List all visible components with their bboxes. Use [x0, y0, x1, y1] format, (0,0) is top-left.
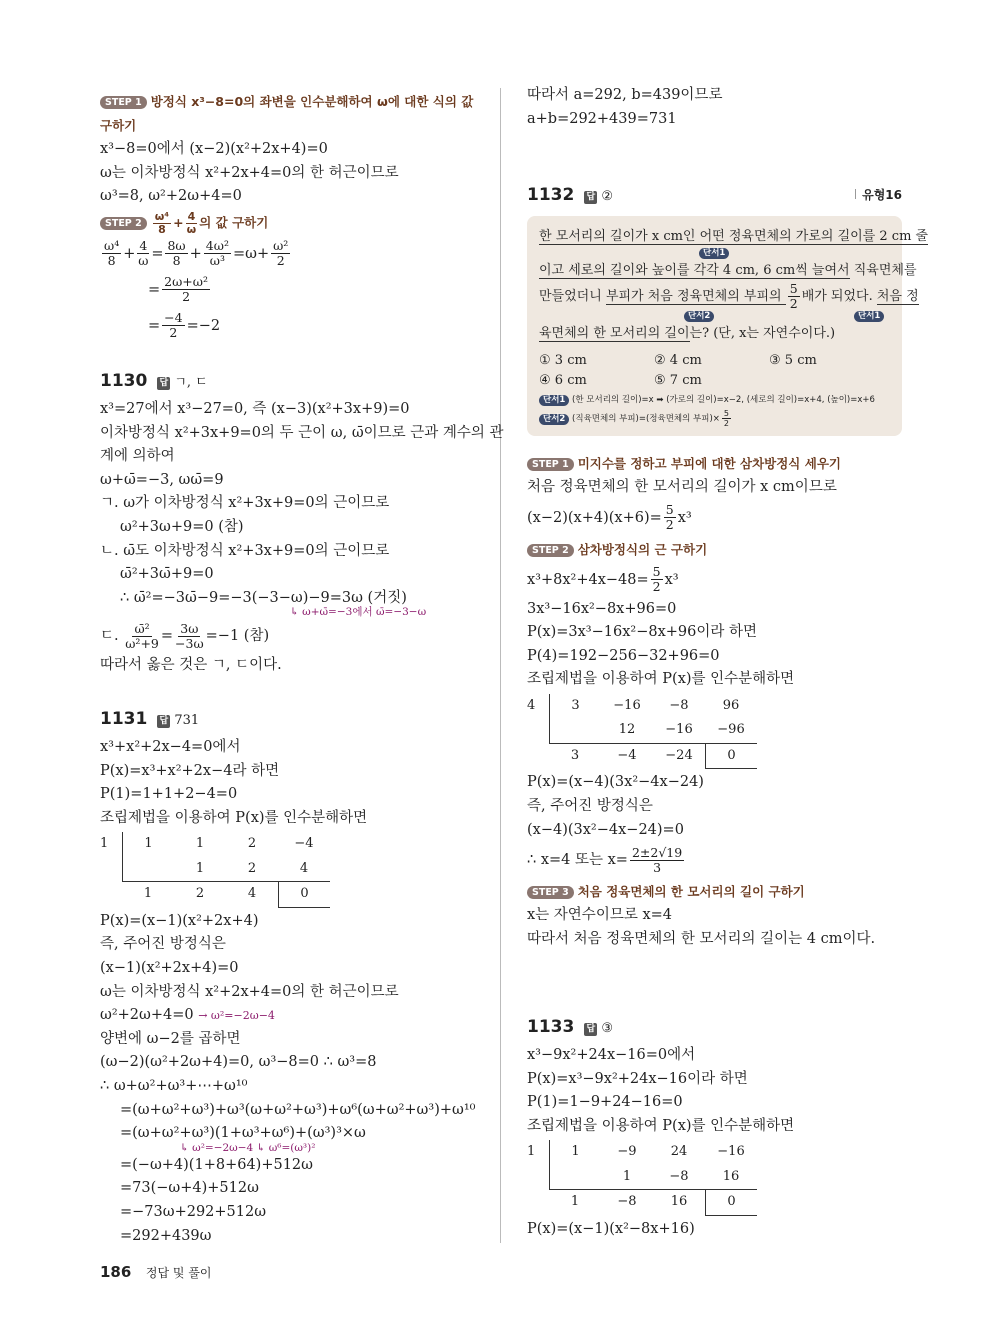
- solution-line: [100, 516, 480, 540]
- text-run: 는? (단, x는 자연수이다.): [689, 326, 836, 341]
- answer-value: ③: [601, 1021, 613, 1036]
- fraction-numerator: 5: [665, 502, 674, 518]
- fraction-denominator: 3: [653, 859, 662, 875]
- quotient-coefficient: 3: [549, 743, 601, 770]
- solution-line: [100, 1099, 480, 1123]
- fraction-denominator: ω³: [209, 253, 225, 269]
- text-run: P(x)=(x−1)(x²−8x+16): [527, 1220, 695, 1237]
- text-run: 배가 되었다.: [801, 289, 877, 304]
- fraction-numerator: 2±2√19: [631, 844, 683, 860]
- text-run: P(4)=192−256−32+96=0: [527, 647, 720, 664]
- quotient-coefficient: 1: [122, 881, 174, 908]
- coefficient: 1: [195, 836, 205, 852]
- solution-line: [527, 795, 902, 819]
- clue-hint: [539, 391, 890, 409]
- solution-line: [100, 957, 480, 981]
- underlined-clue: 이고 세로의 길이와 높이를 각각 4 cm, 6 cm씩 늘여서: [539, 263, 850, 278]
- fraction: [630, 846, 684, 875]
- text-run: 따라서 처음 정육면체의 한 모서리의 길이는 4 cm이다.: [527, 930, 876, 947]
- step-badge: STEP 1: [527, 458, 574, 471]
- solution-line: [527, 842, 902, 878]
- step-badge: STEP 2: [527, 544, 574, 557]
- coefficient: 24: [670, 1144, 688, 1160]
- text-run: 만들었더니: [539, 289, 606, 304]
- divisor: 1: [100, 836, 109, 852]
- fraction: [153, 211, 171, 236]
- fraction: [137, 239, 149, 268]
- coefficient: −9: [617, 1144, 637, 1160]
- text-run: =ω+: [232, 245, 270, 262]
- text-run: ω²+3ω+9=0 (참): [120, 518, 244, 535]
- empty-cell: [527, 1189, 549, 1216]
- problem-heading: [527, 1012, 902, 1044]
- fraction: [788, 282, 800, 311]
- text-run: 따라서 옳은 것은 ㄱ, ㄷ이다.: [100, 657, 282, 674]
- text-run: ω+ω̄=−3, ωω̄=9: [100, 471, 224, 488]
- fraction-numerator: 2ω+ω²: [164, 274, 208, 290]
- product: 16: [722, 1168, 740, 1184]
- step-heading: [527, 452, 902, 476]
- underlined-clue: 육면체의 한 모서리의 길이: [539, 326, 690, 341]
- answer-icon: 답: [584, 1023, 597, 1036]
- answer-icon: 답: [584, 191, 597, 204]
- text-run: =−2: [186, 317, 221, 334]
- underlined-clue: 부피가 처음 정육면체의 부피의: [605, 289, 786, 304]
- answer-value: ②: [601, 189, 613, 204]
- solution-line: [100, 736, 480, 760]
- solution-line: [539, 323, 890, 345]
- problem-section-1133: [527, 1012, 902, 1241]
- text-run: =−73ω+292+512ω: [120, 1204, 267, 1220]
- solution-line: [100, 1177, 480, 1201]
- problem-number: 1132: [527, 185, 575, 205]
- solution-line: [527, 1068, 902, 1092]
- text-run: +: [123, 245, 136, 262]
- solution-line: [539, 260, 917, 282]
- text-run: P(x)=(x−4)(3x²−4x−24): [527, 774, 704, 791]
- text-run: 3x³−16x²−8x+96=0: [527, 600, 677, 617]
- fraction: [175, 622, 204, 651]
- choice: ③ 5 cm: [769, 353, 817, 368]
- clue-badges: [539, 248, 890, 260]
- solution-line: [100, 807, 480, 831]
- fraction-numerator: 4: [187, 209, 196, 223]
- fraction-numerator: −4: [164, 310, 183, 326]
- text-run: x는 자연수이므로 x=4: [527, 907, 672, 924]
- clue-badge: 단서1: [699, 248, 729, 259]
- fraction: [102, 239, 121, 268]
- divisor: 1: [527, 1144, 536, 1160]
- solution-line: [527, 771, 902, 795]
- text-run: ↳ ω+ω̄=−3에서 ω̄=−3−ω: [290, 606, 427, 619]
- remainder: 0: [705, 1189, 757, 1216]
- clue-badge: 단서1: [854, 311, 884, 322]
- coefficient: 2: [247, 836, 257, 852]
- text-run: (x−2)(x+4)(x+6)=: [527, 509, 662, 526]
- solution-line: [527, 1091, 902, 1115]
- solution-line: [100, 910, 480, 934]
- clue-badges: [539, 311, 890, 323]
- solution-line: [100, 1051, 480, 1075]
- text-run: ㄷ.: [100, 628, 124, 645]
- text-run: ㄱ. ω가 이차방정식 x²+3x+9=0의 근이므로: [100, 495, 390, 512]
- coefficient: −8: [669, 697, 689, 713]
- problem-section-1132: [527, 180, 929, 951]
- solution-line: [100, 563, 480, 587]
- text-run: ω³=8, ω²+2ω+4=0: [100, 188, 242, 205]
- text-run: P(x)=3x³−16x²−8x+96이라 하면: [527, 624, 757, 641]
- solution-line: [100, 1154, 480, 1178]
- step-badge: STEP 1: [100, 96, 147, 109]
- text-run: =292+439ω: [120, 1227, 212, 1244]
- text-run: 이차방정식 x²+3x+9=0의 두 근이 ω, ω̄이므로 근과 계수의 관: [100, 424, 504, 441]
- product: [549, 1165, 601, 1190]
- product: −96: [717, 722, 745, 738]
- step-heading: [100, 211, 480, 236]
- synthetic-division-table: [527, 694, 902, 770]
- text-run: +: [189, 245, 202, 262]
- solution-line: [527, 928, 902, 952]
- clue-badge: 단서2: [684, 311, 714, 322]
- solution-line: [527, 84, 902, 108]
- solution-line: [100, 1201, 480, 1225]
- text-run: P(x)=x³−9x²+24x−16이라 하면: [527, 1070, 748, 1087]
- fraction: [664, 503, 676, 532]
- divisor: 4: [527, 697, 536, 713]
- solution-line: [100, 422, 504, 446]
- fraction: [165, 239, 187, 268]
- text-run: ∴ ω̄²=−3ω̄−9=−3(−3−ω)−9=3ω (거짓): [120, 589, 407, 606]
- fraction-numerator: ω̄²: [134, 620, 150, 636]
- solution-line: [100, 308, 480, 344]
- solution-line: [100, 236, 480, 272]
- answer-choices: [539, 351, 890, 391]
- quotient-coefficient: 4: [226, 881, 278, 908]
- text-run: =: [148, 317, 161, 334]
- text-run: P(x)=x³+x²+2x−4라 하면: [100, 762, 280, 779]
- fraction-denominator: 2: [723, 419, 730, 428]
- fraction-numerator: ω⁴: [104, 238, 120, 254]
- coefficient: 3: [549, 694, 601, 719]
- text-run: P(x)=(x−1)(x²+2x+4): [100, 912, 259, 929]
- solution-line: [100, 1004, 480, 1028]
- text-run: (한 모서리의 길이)=x ➡ (가로의 길이)=x−2, (세로의 길이)=x+4, (높이)=x+6: [569, 395, 875, 405]
- empty-cell: [100, 881, 122, 908]
- choice: ⑤ 7 cm: [654, 373, 702, 388]
- text-run: +: [173, 214, 184, 230]
- fraction-numerator: 4: [139, 238, 148, 254]
- problem-number: 1130: [100, 371, 148, 391]
- clue-hint: [539, 409, 890, 428]
- problem-heading: [527, 180, 902, 212]
- underlined-clue: 처음 정: [876, 289, 919, 304]
- solution-line: [100, 540, 480, 564]
- text-run: =: [151, 245, 164, 262]
- text-run: x³−8=0에서 (x−2)(x²+2x+4)=0: [100, 141, 328, 157]
- type-tag: 유형16: [855, 180, 902, 210]
- problem-section-1129-a: [100, 88, 480, 344]
- solution-line: [100, 272, 480, 308]
- synthetic-division-table: [527, 1140, 902, 1216]
- solution-line: [100, 445, 480, 469]
- fraction: [722, 409, 731, 428]
- product: −8: [669, 1168, 689, 1184]
- coefficient: −16: [613, 697, 641, 713]
- solution-line: [100, 469, 480, 493]
- product: 1: [195, 860, 205, 876]
- answer-value: 731: [174, 713, 200, 728]
- synthetic-division-table: [100, 832, 480, 908]
- problem-heading: [100, 366, 480, 398]
- solution-line: [100, 981, 480, 1005]
- fraction-numerator: 5: [789, 281, 798, 296]
- fraction: [125, 622, 159, 651]
- problem-heading: [100, 704, 480, 736]
- column-divider: [500, 88, 501, 1243]
- solution-line: [527, 1044, 902, 1068]
- text-run: ↳ ω²=−2ω−4 ↳ ω⁶=(ω³)²: [180, 1141, 316, 1154]
- solution-line: [527, 668, 902, 692]
- empty-cell: [100, 857, 122, 882]
- fraction-denominator: 2: [276, 253, 285, 269]
- problem-section-1130: [100, 366, 504, 678]
- solution-line: [527, 598, 902, 622]
- product: 2: [247, 860, 257, 876]
- choice: ② 4 cm: [654, 353, 702, 368]
- text-run: x³+8x²+4x−48=: [527, 571, 649, 588]
- product: 4: [299, 860, 309, 876]
- empty-cell: [527, 743, 549, 770]
- step-badge: STEP 2: [100, 217, 147, 230]
- solution-line: [527, 476, 902, 500]
- quotient-coefficient: 1: [549, 1189, 601, 1216]
- text-run: (ω−2)(ω²+2ω+4)=0, ω³−8=0 ∴ ω³=8: [100, 1054, 377, 1071]
- fraction-denominator: 2: [789, 296, 798, 311]
- remainder: 0: [705, 743, 757, 770]
- page-number: 186: [100, 1263, 132, 1281]
- solution-line: [527, 108, 902, 132]
- remainder: 0: [278, 881, 330, 908]
- text-run: P(1)=1−9+24−16=0: [527, 1094, 683, 1111]
- text-run: 따라서 a=292, b=439이므로: [527, 87, 723, 103]
- product: [122, 857, 174, 882]
- fraction: [186, 211, 198, 236]
- text-run: ㄴ. ω̄도 이차방정식 x²+3x+9=0의 근이므로: [100, 542, 390, 559]
- quotient-coefficient: −24: [653, 743, 705, 770]
- fraction-denominator: 2: [182, 289, 191, 305]
- text-run: 조립제법을 이용하여 P(x)를 인수분해하면: [527, 671, 795, 688]
- fraction-numerator: ω⁴: [154, 209, 170, 223]
- problem-box: [527, 216, 929, 436]
- step-heading: [527, 880, 902, 904]
- solution-line: [527, 1218, 902, 1242]
- coefficient: −4: [294, 836, 314, 852]
- solution-line: [100, 783, 480, 807]
- page-footer: [100, 1263, 212, 1281]
- solution-line: [100, 933, 480, 957]
- solution-line: [527, 1115, 902, 1139]
- text-run: (x−1)(x²+2x+4)=0: [100, 960, 239, 977]
- text-run: x³+x²+2x−4=0에서: [100, 739, 241, 755]
- footer-label: 정답 및 풀이: [145, 1266, 212, 1280]
- quotient-coefficient: −4: [601, 743, 653, 770]
- answer-value: ㄱ, ㄷ: [174, 375, 208, 390]
- empty-cell: [527, 718, 549, 743]
- text-run: ω는 이차방정식 x²+2x+4=0의 한 허근이므로: [100, 983, 399, 1000]
- text-run: =−1 (참): [205, 628, 270, 645]
- fraction: [162, 311, 184, 340]
- text-run: 처음 정육면체의 한 모서리의 길이 구하기: [577, 884, 805, 900]
- fraction: [271, 239, 290, 268]
- text-run: P(1)=1+1+2−4=0: [100, 786, 238, 803]
- solution-line: [100, 138, 480, 162]
- coefficient: −16: [717, 1144, 745, 1160]
- quotient-coefficient: −8: [601, 1189, 653, 1216]
- solution-line: [100, 398, 480, 422]
- fraction-numerator: 5: [652, 564, 661, 580]
- text-run: 방정식 x³−8=0의 좌변을 인수분해하여 ω에 대한 식의 값 구하기: [100, 94, 474, 133]
- text-run: =: [160, 628, 174, 645]
- text-run: 조립제법을 이용하여 P(x)를 인수분해하면: [100, 809, 368, 826]
- solution-line: [527, 562, 902, 598]
- fraction-denominator: 8: [172, 253, 181, 269]
- text-run: ω²+2ω+4=0: [100, 1007, 199, 1024]
- empty-cell: [527, 1165, 549, 1190]
- text-run: =(ω+ω²+ω³)+ω³(ω+ω²+ω³)+ω⁶(ω+ω²+ω³)+ω¹⁰: [120, 1101, 476, 1118]
- fraction-denominator: 2: [169, 325, 178, 341]
- solution-line: [100, 162, 480, 186]
- fraction-denominator: ω: [186, 222, 197, 236]
- text-run: 양변에 ω−2를 곱하면: [100, 1030, 241, 1047]
- quotient-coefficient: 2: [174, 881, 226, 908]
- text-run: (x−4)(3x²−4x−24)=0: [527, 821, 684, 838]
- text-run: x³=27에서 x³−27=0, 즉 (x−3)(x²+3x+9)=0: [100, 401, 410, 417]
- solution-line: [539, 281, 919, 311]
- coefficient: 96: [722, 697, 740, 713]
- answer-icon: 답: [157, 377, 170, 390]
- solution-line: [100, 618, 480, 654]
- text-run: ∴ ω+ω²+ω³+⋯+ω¹⁰: [100, 1078, 248, 1095]
- coefficient: 1: [122, 832, 174, 857]
- fraction: [162, 275, 210, 304]
- spacer: [527, 436, 902, 450]
- solution-line: [527, 500, 902, 536]
- solution-line: [100, 1225, 480, 1249]
- step-badge: STEP 3: [527, 886, 574, 899]
- problem-section-1129-b: [527, 84, 902, 131]
- annotation: → ω²=−2ω−4: [198, 1009, 275, 1023]
- text-run: x³−9x²+24x−16=0에서: [527, 1047, 696, 1063]
- fraction: [204, 239, 231, 268]
- solution-line: [100, 1028, 480, 1052]
- product: 12: [618, 722, 636, 738]
- choice: ④ 6 cm: [539, 373, 587, 388]
- text-run: 즉, 주어진 방정식은: [100, 936, 226, 953]
- solution-line: [100, 185, 480, 209]
- clue-badge: 단서1: [539, 395, 569, 406]
- text-run: 미지수를 정하고 부피에 대한 삼차방정식 세우기: [577, 456, 841, 471]
- problem-number: 1133: [527, 1017, 575, 1037]
- product: −16: [665, 722, 693, 738]
- text-run: 직육면체를: [849, 263, 917, 278]
- fraction-denominator: −3ω: [175, 635, 204, 651]
- step-heading: [527, 538, 902, 562]
- solution-line: [100, 1075, 480, 1099]
- answer-icon: 답: [157, 715, 170, 728]
- fraction-numerator: 3ω: [180, 620, 199, 636]
- text-run: 처음 정육면체의 한 모서리의 길이가 x cm이므로: [527, 479, 837, 495]
- fraction-numerator: 4ω²: [205, 238, 229, 254]
- product: [549, 718, 601, 743]
- solution-line: [100, 492, 480, 516]
- text-run: x³: [664, 571, 679, 588]
- text-run: =(ω+ω²+ω³)(1+ω³+ω⁶)+(ω³)³×ω: [120, 1125, 366, 1142]
- solution-line: [527, 819, 902, 843]
- solution-line: [100, 654, 480, 678]
- text-run: =: [148, 281, 161, 298]
- text-run: a+b=292+439=731: [527, 110, 677, 127]
- problem-section-1131: [100, 704, 480, 1248]
- product: 1: [622, 1168, 632, 1184]
- fraction-numerator: 8ω: [167, 238, 186, 254]
- fraction-denominator: ω: [138, 253, 149, 269]
- fraction-numerator: 5: [723, 409, 730, 418]
- text-run: =(−ω+4)(1+8+64)+512ω: [120, 1156, 313, 1173]
- fraction-denominator: 2: [652, 579, 661, 595]
- solution-line: [539, 226, 929, 248]
- fraction-denominator: 8: [158, 222, 166, 236]
- solution-line: [527, 621, 902, 645]
- text-run: 조립제법을 이용하여 P(x)를 인수분해하면: [527, 1117, 795, 1134]
- text-run: ω̄²+3ω̄+9=0: [120, 566, 214, 583]
- text-run: 즉, 주어진 방정식은: [527, 798, 653, 815]
- text-run: ∴ x=4 또는 x=: [527, 852, 628, 869]
- text-run: x³: [677, 509, 692, 526]
- text-run: ω는 이차방정식 x²+2x+4=0의 한 허근이므로: [100, 164, 399, 181]
- solution-line: [527, 904, 902, 928]
- clue-badge: 단서2: [539, 414, 569, 425]
- underlined-clue: 한 모서리의 길이가 x cm인 어떤 정육면체의 가로의 길이를 2 cm 줄: [539, 229, 929, 244]
- fraction: [651, 565, 663, 594]
- text-run: =73(−ω+4)+512ω: [120, 1180, 259, 1197]
- fraction-denominator: 8: [107, 253, 116, 269]
- coefficient: 1: [549, 1140, 601, 1165]
- problem-number: 1131: [100, 709, 148, 729]
- choice: ① 3 cm: [539, 353, 587, 368]
- text-run: 계에 의하여: [100, 448, 175, 465]
- solution-line: [527, 645, 902, 669]
- text-run: 삼차방정식의 근 구하기: [577, 541, 708, 557]
- fraction-denominator: ω²+9: [125, 635, 159, 651]
- quotient-coefficient: 16: [653, 1189, 705, 1216]
- text-run: (직육면체의 부피)=(정육면체의 부피)×: [569, 414, 720, 424]
- fraction-denominator: 2: [665, 517, 674, 533]
- fraction-numerator: ω²: [273, 238, 289, 254]
- step-heading: [100, 90, 480, 138]
- text-run: 의 값 구하기: [199, 214, 269, 230]
- solution-line: [100, 760, 480, 784]
